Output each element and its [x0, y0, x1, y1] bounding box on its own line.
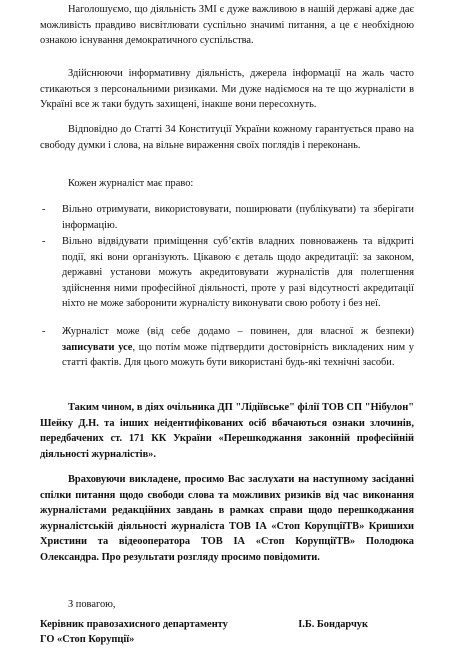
list-item-text [62, 324, 414, 371]
list-item-right-1 [40, 202, 414, 233]
paragraph-media-importance: Наголошуємо, що діяльність ЗМІ є дуже важливою в нашій державі адже дає можливість правдиво висвітлювати суспільно значимі питання, а це є необхідною ознакою існування демократичного суспільства. [40, 4, 414, 47]
list-dash: - [42, 236, 46, 247]
paragraph-personal-risks: Здійснюючи інформативну діяльність, джерела інформації на жаль часто стикаються з персональними ризиками. Ми дуже надіємося на те що журналісти в Україні все ж таки будуть захищені, інакше вони пересохнуть. [40, 68, 414, 111]
list-dash: - [42, 326, 46, 337]
bold-text-segment: записувати усе [62, 341, 133, 353]
closing-salutation: З повагою, [68, 599, 116, 610]
signature-row [40, 617, 414, 633]
signatory-title: Керівник правозахисного департаменту [40, 619, 228, 630]
paragraph-request: Враховуючи викладене, просимо Вас заслухати на наступному засіданні спілки питання щодо свободи слова та можливих ризиків від час виконання журналістами редакційних завдань в рамках справи щодо перешкоджання журналістській діяльності журналіста ТОВ ІА «Стоп КорупціїТВ» Кришихи Христини та відеооператора ТОВ ІА «Стоп КорупціїТВ» Полодюка Олександра. Про результати розгляду просимо повідомити. [40, 474, 414, 563]
paragraph-conclusion: Таким чином, в діях очільника ДП "Лідіївське" філії ТОВ СП "Нібулон" Шейку Д.Н. та інших неідентифікованих осіб вбачаються ознаки злочинів, передбачених ст. 171 КК України «Перешкоджання законній професійній діяльності журналістів». [40, 402, 414, 460]
list-item-right-3 [40, 324, 414, 371]
organization-row [40, 632, 414, 648]
paragraph-constitution: Відповідно до Статті 34 Конституції України кожному гарантується право на свободу думки і слова, на вільне вираження своїх поглядів і переконань. [40, 124, 414, 151]
list-dash: - [42, 204, 46, 215]
list-item-text: Вільно отримувати, використовувати, поширювати (публікувати) та зберігати інформацію. [62, 204, 414, 231]
paragraph-rights-intro: Кожен журналіст має право: [68, 178, 194, 189]
organization-name: ГО «Стоп Корупції» [40, 634, 135, 645]
signatory-name: І.Б. Бондарчук [298, 619, 368, 630]
text-segment: Журналіст може (від себе додамо – повинен, для власної ж безпеки) [62, 326, 414, 337]
list-item-right-2 [40, 234, 414, 312]
list-item-text: Вільно відвідувати приміщення суб’єктів владних повноважень та відкриті події, які вони організують. Цікавою є деталь щодо акредитації: за законом, державні установи можуть акредитовувати журналістів для полегшення здійснення ними професійної діяльності, проте у разі відсутності акредитації ніхто не може заборонити журналісту виконувати свою роботу і без неї. [62, 236, 414, 310]
text-segment: , що потім може підтвердити достовірність викладених ним у статті фактів. Для цього можуть бути використані будь-які технічні засоби. [62, 341, 414, 369]
